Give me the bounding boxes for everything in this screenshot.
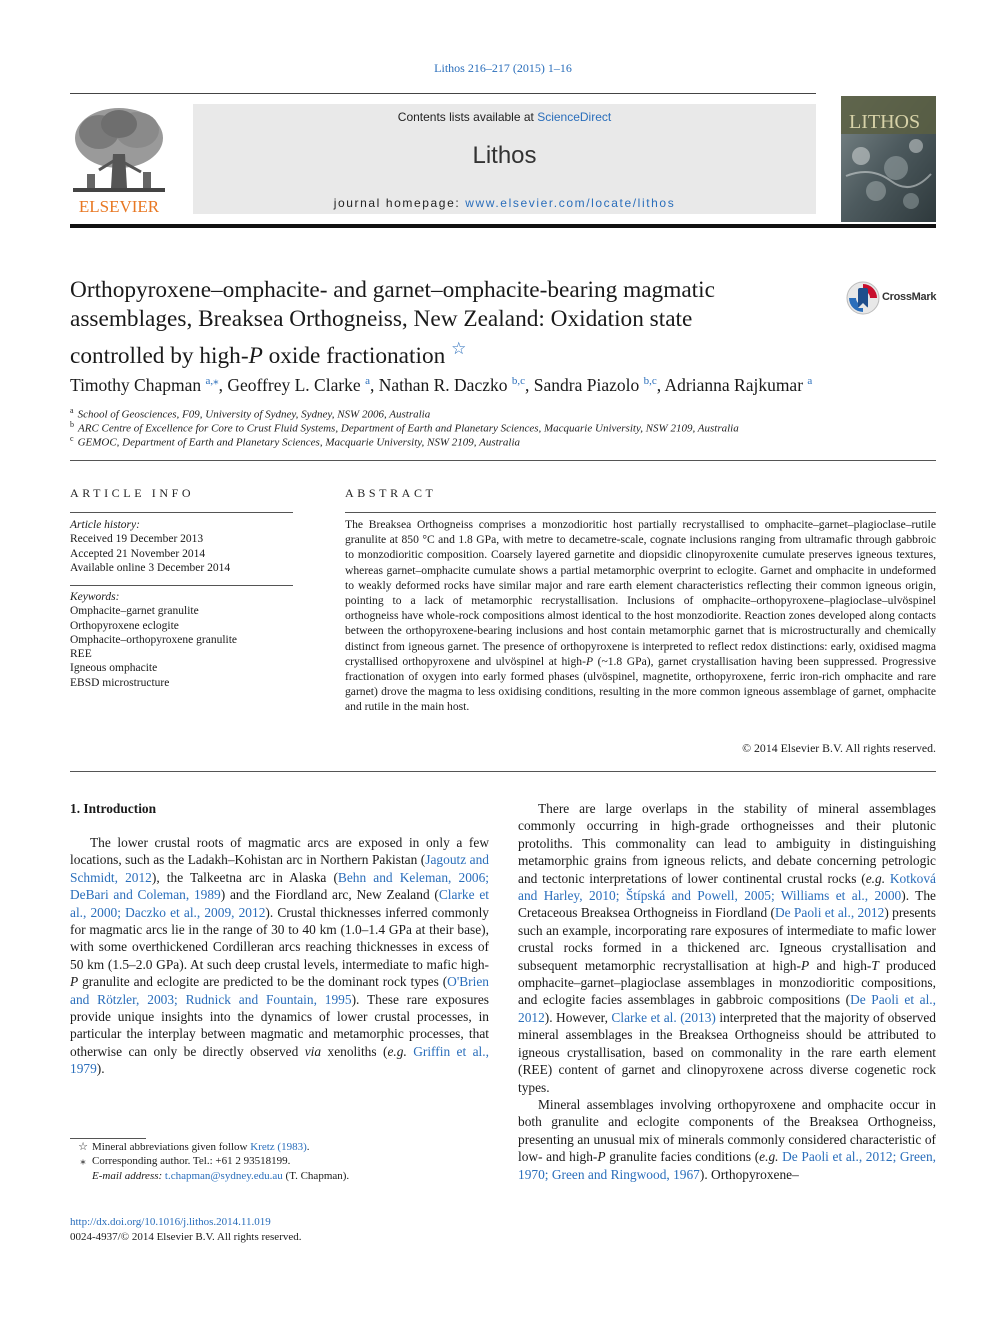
author-affiliation-sup[interactable]: b,c xyxy=(643,375,657,387)
footnote-mark: ☆ xyxy=(78,1141,88,1153)
italic-text: P xyxy=(800,957,810,973)
italic-text: T xyxy=(871,957,879,973)
italic-text: e.g. xyxy=(387,1043,407,1059)
paragraph-text: ). These rare exposures provide unique insights into the dynamics of lower crustal processes, in particular the interplay between magmatic and metamorphic processes, that otherwise can only be directly observed xyxy=(70,991,489,1059)
citation-link[interactable]: Clarke et al. (2013) xyxy=(611,1009,716,1025)
online-date: Available online 3 December 2014 xyxy=(70,561,231,574)
author-name[interactable]: Adrianna Rajkumar xyxy=(664,374,804,395)
journal-name: Lithos xyxy=(472,142,537,169)
author-affiliation-sup[interactable]: b,c xyxy=(511,375,525,387)
title-italic: P xyxy=(248,342,263,369)
abstract-heading: ABSTRACT xyxy=(345,486,437,500)
paragraph-text: xenoliths ( xyxy=(321,1043,388,1059)
crossmark-badge[interactable] xyxy=(846,281,941,315)
introduction-heading: 1. Introduction xyxy=(70,801,157,816)
journal-homepage-line xyxy=(193,196,816,210)
contents-line xyxy=(193,110,816,124)
history-label: Article history: xyxy=(70,519,140,531)
affiliation-label: a xyxy=(70,406,74,415)
keywords-label: Keywords: xyxy=(70,591,120,603)
affiliation-label: c xyxy=(70,434,74,443)
publisher-logo xyxy=(69,104,169,216)
affiliation-text: ARC Centre of Excellence for Core to Crust Fluid Systems, Department of Earth and Planetary Sciences, Macquarie University, NSW 2109, Australia xyxy=(78,422,739,435)
accepted-date: Accepted 21 November 2014 xyxy=(70,547,206,560)
affiliation-label: b xyxy=(70,420,74,429)
footnote-corresponding-author xyxy=(70,1154,490,1168)
doi-block xyxy=(70,1215,490,1244)
elsevier-wordmark: ELSEVIER xyxy=(78,197,160,216)
italic-text: P xyxy=(597,1149,606,1165)
affiliation-c xyxy=(70,434,950,449)
journal-homepage-link[interactable]: www.elsevier.com/locate/lithos xyxy=(465,196,676,210)
keyword-item: Igneous omphacite xyxy=(70,662,158,675)
abstract-text xyxy=(345,517,936,715)
paragraph-text: ). The Cretaceous Breaksea Orthogneiss in Fiordland ( xyxy=(518,888,936,921)
keyword-item: REE xyxy=(70,648,92,661)
paragraph-text: The lower crustal roots of magmatic arcs are exposed in only a few locations, such as the Ladakh–Kohistan arc in Northern Pakistan ( xyxy=(70,835,489,868)
footnotes xyxy=(70,1140,490,1183)
keyword-item: Omphacite–garnet granulite xyxy=(70,605,199,618)
abstract-text-2: (~1.8 GPa), garnet crystallisation having been suppressed. Progressive fractionation of oxygen into early formed phases (ulvöspinel, magnetite, orthopyroxene, ferric iron-rich omphacite and rare garnet) drove the magma to less oxidising conditions, resulting in the more common igneous assemblage of garnet, omphacite and rutile in the main host. xyxy=(345,654,936,714)
footnote-text: (T. Chapman). xyxy=(282,1169,350,1182)
keyword-item: Orthopyroxene eclogite xyxy=(70,619,179,632)
journal-banner xyxy=(193,104,816,214)
paragraph-text: produced omphacite–garnet–plagioclase assemblages in monzodioritic compositions, and eclogite facies assemblages in gabbroic compositions ( xyxy=(518,957,936,1008)
citation-link[interactable]: Griffin et al., 1979 xyxy=(70,1043,489,1077)
sciencedirect-link[interactable]: ScienceDirect xyxy=(537,110,612,124)
affiliation-b xyxy=(70,420,950,435)
title-text-2: oxide fractionation xyxy=(262,342,446,369)
abstract-divider xyxy=(345,512,936,513)
journal-cover-image[interactable] xyxy=(841,96,936,222)
affiliation-a xyxy=(70,406,950,421)
author-affiliation-sup[interactable]: a xyxy=(807,375,813,387)
title-footnote-mark[interactable]: ☆ xyxy=(451,339,467,358)
keyword-item: EBSD microstructure xyxy=(70,676,170,689)
body-column-left xyxy=(70,834,489,1078)
section-divider xyxy=(70,771,936,772)
citation-link[interactable]: De Paoli et al., 2012 xyxy=(774,905,885,921)
paragraph-text: and high- xyxy=(809,957,872,973)
citation-link[interactable]: De Paoli et al., 2012; Green, 1970; Green and Ringwood, 1967 xyxy=(518,1149,936,1182)
abstract-text-1: The Breaksea Orthogneiss comprises a monzodioritic host partially recrystallised to omphacite–garnet–plagioclase–rutile granulite at 850 °C and 1.8 GPa, with metre to decametre-scale, cognate inclusions ranging from ultramafic through gabbroic to monzodioritic composition. Coarsely layered garnetite and diopsidic clinopyroxenite cumulate preserves igneous textures, whereas garnet–omphacite cumulate shows a partial metamorphic overprint to eclogite. Garnet and omphacite in undeformed to weakly deformed rocks have similar major and rare earth element characteristics reflecting their common igneous origin, pointing to a lack of metamorphic recrystallisation. Inclusions of omphacite–orthopyroxene–plagioclase–ulvöspinel orthogneiss have whole-rock compositions almost identical to the host monzodiorite. Reaction zones developed along contacts between the orthopyroxene-bearing inclusions and host contain metamorphic garnet that is microstructurally and chemically distinct from igneous garnet. The presence of orthopyroxene is interpreted to reflect redox distinctions: early, oxidised magma crystallised orthopyroxene and ulvöspinel at high- xyxy=(345,518,936,668)
body-paragraph xyxy=(518,800,936,1096)
paragraph-text: There are large overlaps in the stability of mineral assemblages commonly occurring in high-grade orthogneisses and their plutonic protoliths. This commonality can lead to ambiguity in distinguishing metamorphic grains from igneous relicts, and debate concerning petrologic and tectonic interpretations of lower continental crustal rocks ( xyxy=(518,801,936,886)
paragraph-text: Mineral assemblages involving orthopyroxene and omphacite occur in both granulite and eclogite components of the Breaksea Orthogneiss, presenting an unusual mix of minerals commonly considered characteristic of low- and high- xyxy=(518,1096,936,1165)
article-title xyxy=(70,276,790,371)
footnote-text: . xyxy=(306,1141,310,1153)
section-divider xyxy=(70,460,936,461)
article-info-divider xyxy=(70,585,293,586)
author-list: Timothy Chapman $^{a,⁎}$, Geoffrey L. Clarke $^a$, Nathan R. Daczko $^{b,c}$, Sandra Piazolo $^{b,c}$, Adrianna Rajkumar $^a$ xyxy=(70,374,813,395)
footnote-divider xyxy=(70,1138,146,1139)
header-thick-divider xyxy=(70,224,936,228)
footnote-mark: ⁎ xyxy=(80,1155,86,1168)
paragraph-text: ) and the Fiordland arc, New Zealand ( xyxy=(220,887,439,903)
article-info-heading: ARTICLE INFO xyxy=(70,486,195,500)
paragraph-text: granulite facies conditions ( xyxy=(605,1149,760,1165)
article-history xyxy=(70,518,300,575)
cover-title: LITHOS xyxy=(849,111,921,133)
abstract-italic: P xyxy=(585,654,594,668)
copyright-notice: © 2014 Elsevier B.V. All rights reserved. xyxy=(742,741,936,755)
issn-line: 0024-4937/© 2014 Elsevier B.V. All rights reserved. xyxy=(70,1230,302,1243)
italic-text: e.g. xyxy=(759,1149,779,1165)
affiliation-text: GEMOC, Department of Earth and Planetary Sciences, Macquarie University, NSW 2109, Australia xyxy=(77,436,521,449)
body-column-right xyxy=(518,800,936,1183)
journal-citation[interactable]: Lithos 216–217 (2015) 1–16 xyxy=(434,61,572,75)
footnote-text: Corresponding author. Tel.: +61 2 93518199. xyxy=(92,1155,291,1168)
paragraph-text: granulite and eclogite are predicted to be the dominant rock types ( xyxy=(78,974,448,990)
footnote-mineral-abbreviations xyxy=(70,1140,490,1154)
kretz-reference-link[interactable]: Kretz (1983) xyxy=(250,1141,307,1153)
crossmark-icon xyxy=(846,281,880,315)
body-paragraph xyxy=(518,1096,936,1183)
author-affiliation-sup[interactable]: a xyxy=(365,375,370,387)
author-affiliation-sup[interactable]: a,⁎ xyxy=(205,375,219,387)
citation-link[interactable]: Kotková and Harley, 2010; Štípská and Powell, 2005; Williams et al., 2000 xyxy=(518,870,936,904)
paragraph-text: ). Crustal thicknesses inferred commonly for magmatic arcs lie in the range of 30 to 40 km (1.0–1.4 GPa at their base), with some overthickened Cordilleran arcs reaching thicknesses in excess of 50 km (1.5–2.0 GPa). At such deep crustal levels, intermediate to mafic high- xyxy=(70,904,489,972)
title-text-1: Orthopyroxene–omphacite- and garnet–omphacite-bearing magmatic assemblages, Breaksea Orthogneiss, New Zealand: Oxidation state controlled by high- xyxy=(70,277,715,369)
citation-link[interactable]: O'Brien and Rötzler, 2003; Rudnick and Fountain, 1995 xyxy=(70,974,489,1007)
keywords xyxy=(70,590,300,690)
email-link[interactable]: t.chapman@sydney.edu.au xyxy=(164,1169,283,1182)
paragraph-text: ). Orthopyroxene– xyxy=(699,1166,799,1182)
author-name[interactable]: Timothy Chapman xyxy=(70,374,202,395)
article-info-divider xyxy=(70,512,293,513)
italic-text: e.g. xyxy=(865,870,886,886)
affiliation-text: School of Geosciences, F09, University of Sydney, Sydney, NSW 2006, Australia xyxy=(77,408,431,421)
body-paragraph xyxy=(70,834,489,1078)
italic-text: P xyxy=(70,974,79,990)
footnote-text: Mineral abbreviations given follow xyxy=(92,1141,251,1153)
homepage-prefix: journal homepage: xyxy=(333,196,466,210)
paragraph-text: ). xyxy=(96,1061,105,1077)
elsevier-tree-icon xyxy=(69,104,169,216)
contents-prefix: Contents lists available at xyxy=(397,110,538,124)
email-label: E-mail address: xyxy=(92,1169,163,1182)
author-name[interactable]: Sandra Piazolo xyxy=(533,374,640,395)
doi-link[interactable]: http://dx.doi.org/10.1016/j.lithos.2014.11.019 xyxy=(70,1216,271,1228)
footnote-email xyxy=(70,1169,490,1183)
keyword-item: Omphacite–orthopyroxene granulite xyxy=(70,633,238,646)
paragraph-text: ) presents such an example, incorporating rare exposures of intermediate to mafic lower crustal rocks formed in a thickened arc. Igneous crystallisation and subsequent metamorphic recrystallisation at high- xyxy=(518,905,936,973)
author-name[interactable]: Geoffrey L. Clarke xyxy=(227,374,361,395)
cover-thumbnail xyxy=(841,96,936,222)
crossmark-label: CrossMark xyxy=(882,291,937,303)
citation-link[interactable]: Behn and Keleman, 2006; DeBari and Coleman, 1989 xyxy=(70,869,490,903)
paragraph-text: interpreted that the majority of observed mineral assemblages in the Breaksea Orthogneiss should be attributed to igneous crystallisation, based on commonality in the rare earth element (REE) content of garnet and clinopyroxene across diverse cogenetic rock types. xyxy=(518,1009,937,1095)
paragraph-text: ). However, xyxy=(544,1009,612,1025)
citation-link[interactable]: Clarke et al., 2000; Daczko et al., 2009, 2012 xyxy=(70,887,489,920)
citation-link[interactable]: De Paoli et al., 2012 xyxy=(518,992,936,1025)
header-divider xyxy=(70,93,816,94)
received-date: Received 19 December 2013 xyxy=(70,533,204,546)
paragraph-text: ), the Talkeetna arc in Alaska ( xyxy=(151,869,338,885)
author-name[interactable]: Nathan R. Daczko xyxy=(378,374,508,395)
italic-text: via xyxy=(304,1043,322,1059)
citation-link[interactable]: Jagoutz and Schmidt, 2012 xyxy=(70,852,490,885)
